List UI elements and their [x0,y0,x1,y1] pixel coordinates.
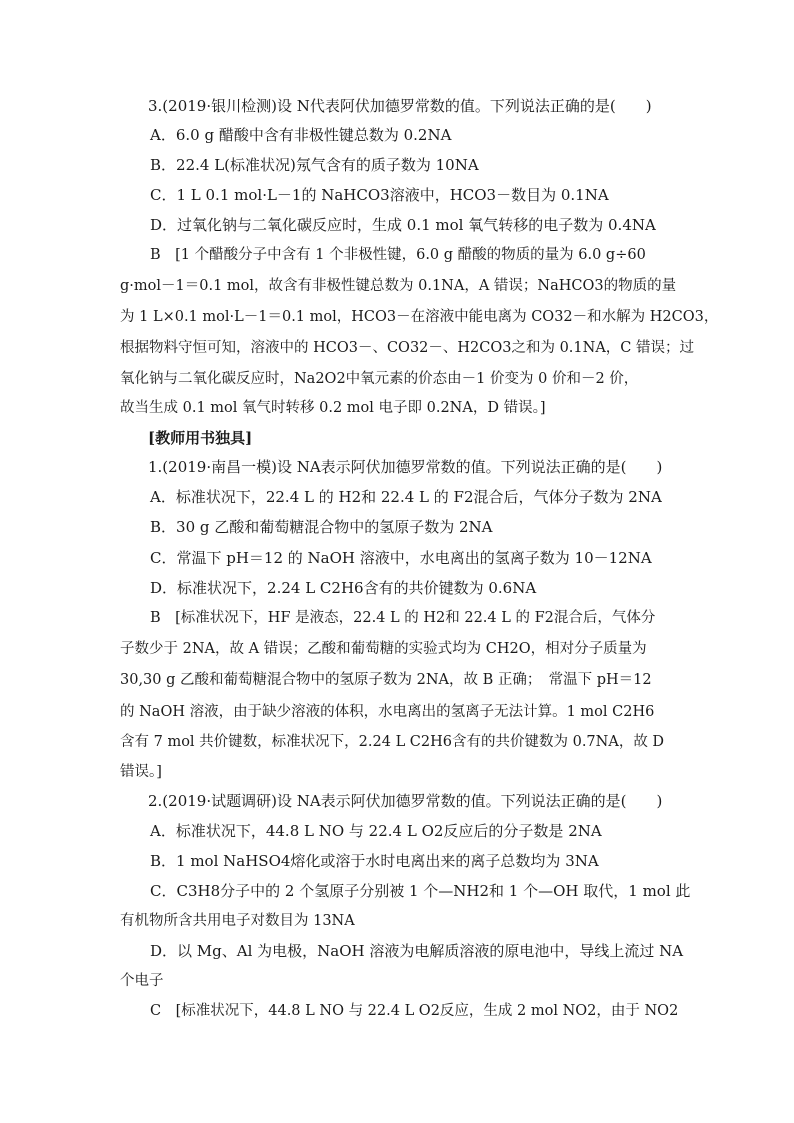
question-1-answer-line-4: 的 NaOH 溶液，由于缺少溶液的体积，水电离出的氢离子无法计算。1 mol C2H6 [120,704,655,720]
question-2-option-d-line-1: D．以 Mg、Al 为电极，NaOH 溶液为电解质溶液的原电池中，导线上流过 NA [150,942,684,960]
question-1-stem: 1.(2019·南昌一模)设 NA表示阿伏加德罗常数的值。下列说法正确的是( ) [148,458,663,476]
question-1-option-c: C．常温下 pH＝12 的 NaOH 溶液中，水电离出的氢离子数为 10－12NA [150,549,652,567]
question-1-answer-line-5: 含有 7 mol 共价键数，标准状况下，2.24 L C2H6含有的共价键数为 0.7NA，故 D [120,734,665,750]
question-2-option-c-line-2: 有机物所含共用电子对数目为 13NA [120,913,355,929]
question-2-option-d-line-2: 个电子 [120,973,164,989]
question-3-answer-line-5: 氧化钠与二氧化碳反应时，Na2O2中氧元素的价态由－1 价变为 0 价和－2 价， [120,371,639,387]
question-2-option-a: A．标准状况下，44.8 L NO 与 22.4 L O2反应后的分子数是 2NA [150,822,602,840]
question-2-option-c-line-1: C．C3H8分子中的 2 个氢原子分别被 1 个—NH2和 1 个—OH 取代，1 mol 此 [150,882,691,900]
question-1-answer-line-2: 子数少于 2NA，故 A 错误；乙酸和葡萄糖的实验式均为 CH2O，相对分子质量为 [120,641,647,657]
question-1-option-a: A．标准状况下，22.4 L 的 H2和 22.4 L 的 F2混合后，气体分子数为 2NA [150,488,662,506]
question-2-option-b: B．1 mol NaHSO4熔化或溶于水时电离出来的离子总数均为 3NA [150,852,599,870]
question-1-answer-line-6: 错误。] [120,764,162,780]
question-2-stem: 2.(2019·试题调研)设 NA表示阿伏加德罗常数的值。下列说法正确的是( ) [148,792,663,810]
question-3-answer-line-6: 故当生成 0.1 mol 氧气时转移 0.2 mol 电子即 0.2NA，D 错误。] [120,400,546,416]
question-2-answer-line-1: C [标准状况下，44.8 L NO 与 22.4 L O2反应，生成 2 mol NO2，由于 NO2 [150,1003,679,1019]
question-3-option-b: B．22.4 L(标准状况)氖气含有的质子数为 10NA [150,156,479,174]
question-3-answer-line-2: g·mol－1＝0.1 mol，故含有非极性键总数为 0.1NA，A 错误；NaHCO3的物质的量 [120,278,677,294]
question-3-answer-line-3: 为 1 L×0.1 mol·L－1＝0.1 mol，HCO3－在溶液中能电离为 CO32－和水解为 H2CO3， [120,309,719,325]
question-1-answer-line-1: B [标准状况下，HF 是液态，22.4 L 的 H2和 22.4 L 的 F2混合后，气体分 [150,610,656,626]
question-3-answer-line-1: B [1 个醋酸分子中含有 1 个非极性键，6.0 g 醋酸的物质的量为 6.0 g÷60 [150,247,646,263]
question-3-option-c: C．1 L 0.1 mol·L－1的 NaHCO3溶液中，HCO3－数目为 0.1NA [150,186,609,204]
question-1-answer-line-3: 30,30 g 乙酸和葡萄糖混合物中的氢原子数为 2NA，故 B 正确； 常温下 pH＝12 [120,672,652,688]
teacher-section-header: [教师用书独具] [148,429,253,447]
question-1-option-d: D．标准状况下，2.24 L C2H6含有的共价键数为 0.6NA [150,579,537,597]
question-3-answer-line-4: 根据物料守恒可知，溶液中的 HCO3－、CO32－、H2CO3之和为 0.1NA，C 错误；过 [120,340,695,356]
question-1-option-b: B．30 g 乙酸和葡萄糖混合物中的氢原子数为 2NA [150,518,493,536]
question-3-option-a: A．6.0 g 醋酸中含有非极性键总数为 0.2NA [150,126,452,144]
question-3-stem: 3.(2019·银川检测)设 N代表阿伏加德罗常数的值。下列说法正确的是( ) [148,97,652,115]
question-3-option-d: D．过氧化钠与二氧化碳反应时，生成 0.1 mol 氧气转移的电子数为 0.4NA [150,216,656,234]
